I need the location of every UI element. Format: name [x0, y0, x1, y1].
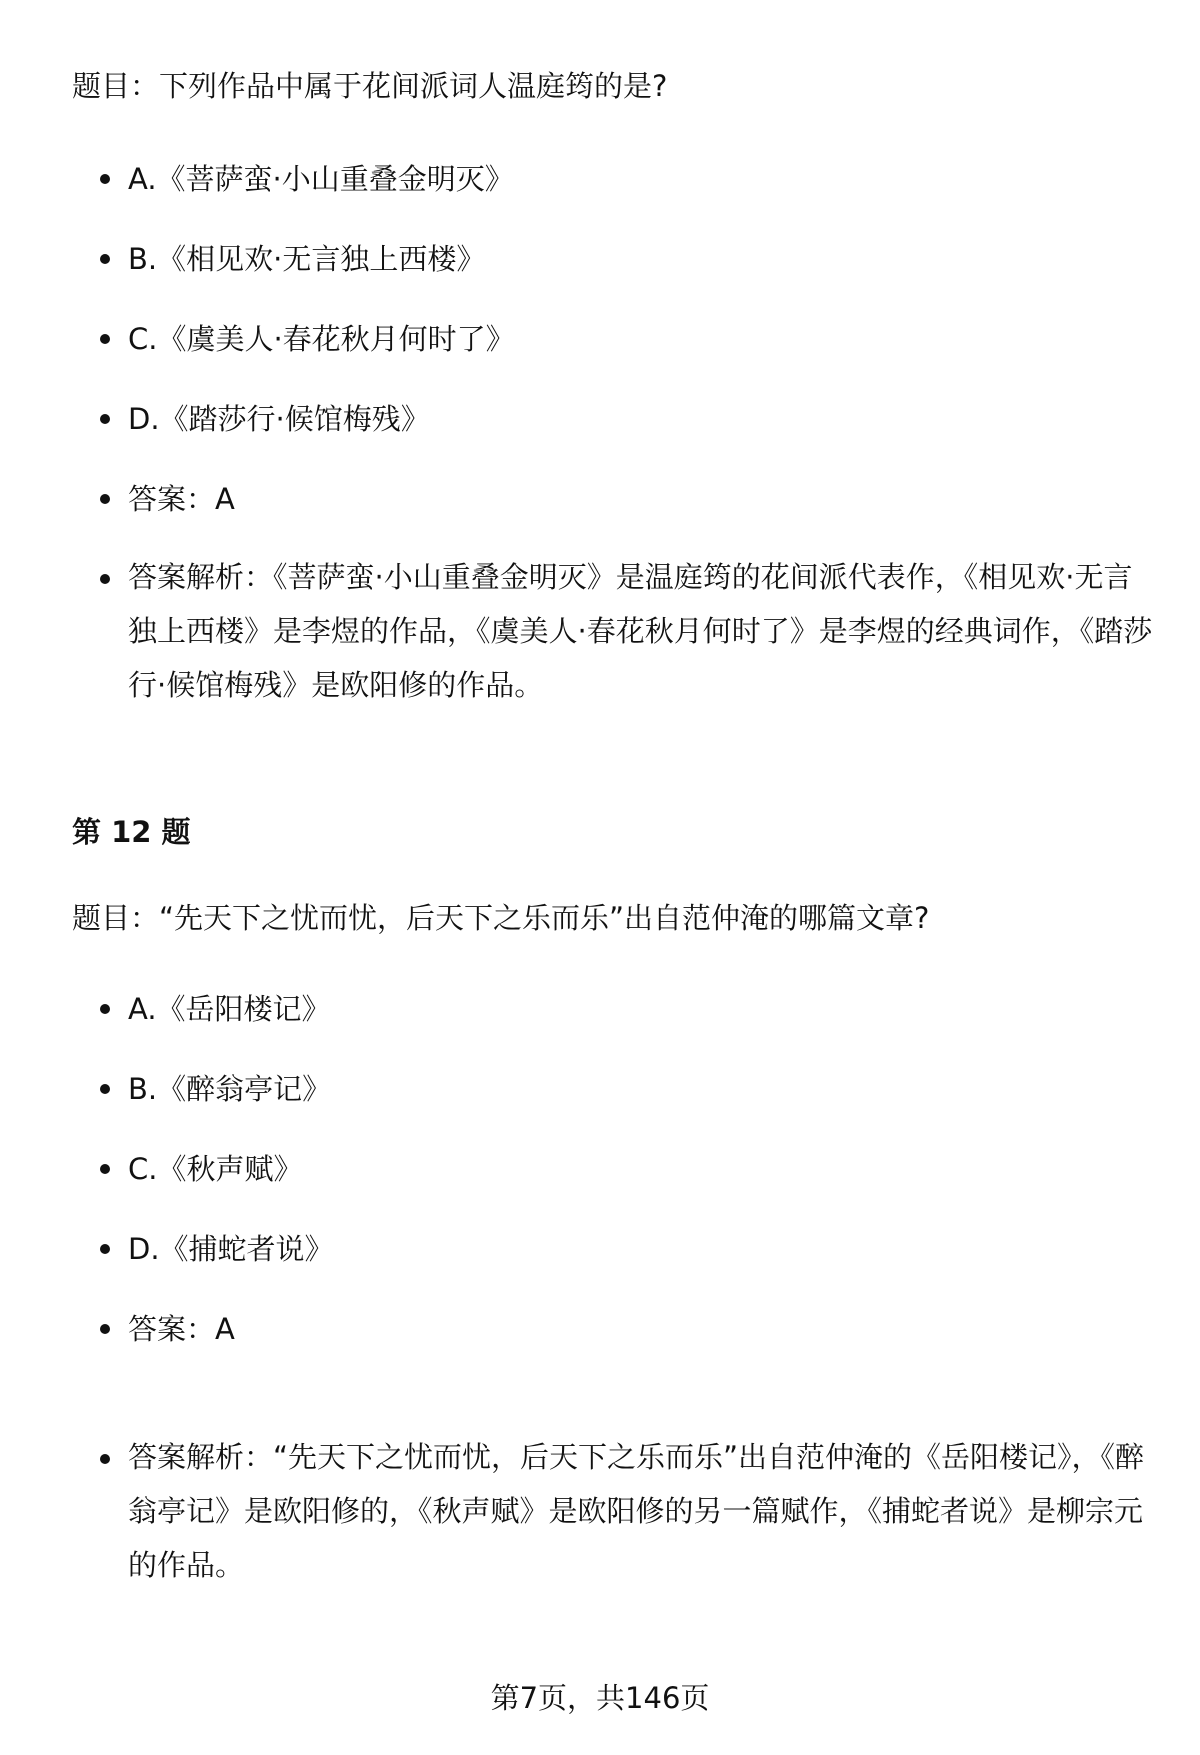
option-b: B.《醉翁亭记》	[128, 1060, 1158, 1118]
option-c: C.《虞美人·春花秋月何时了》	[128, 310, 1158, 368]
question-12-heading: 第 12 题	[72, 815, 191, 849]
answer: 答案：A	[128, 470, 1158, 528]
answer-explanation: 答案解析：“先天下之忧而忧，后天下之乐而乐”出自范仲淹的《岳阳楼记》，《醉翁亭记》是欧阳修的，《秋声赋》是欧阳修的另一篇赋作，《捕蛇者说》是柳宗元的作品。	[128, 1430, 1158, 1592]
option-b: B.《相见欢·无言独上西楼》	[128, 230, 1158, 288]
option-c: C.《秋声赋》	[128, 1140, 1158, 1198]
option-d: D.《踏莎行·候馆梅残》	[128, 390, 1158, 448]
answer-explanation: 答案解析：《菩萨蛮·小山重叠金明灭》是温庭筠的花间派代表作，《相见欢·无言独上西楼》是李煜的作品，《虞美人·春花秋月何时了》是李煜的经典词作，《踏莎行·候馆梅残》是欧阳修的作品。	[128, 550, 1158, 712]
question-11-prompt: 题目：下列作品中属于花间派词人温庭筠的是?	[72, 69, 668, 103]
page-indicator: 第7页，共146页	[490, 1681, 710, 1715]
answer: 答案：A	[128, 1300, 1158, 1358]
option-a: A.《菩萨蛮·小山重叠金明灭》	[128, 150, 1158, 208]
option-d: D.《捕蛇者说》	[128, 1220, 1158, 1278]
question-12-prompt: 题目：“先天下之忧而忧，后天下之乐而乐”出自范仲淹的哪篇文章?	[72, 901, 930, 935]
option-a: A.《岳阳楼记》	[128, 980, 1158, 1038]
